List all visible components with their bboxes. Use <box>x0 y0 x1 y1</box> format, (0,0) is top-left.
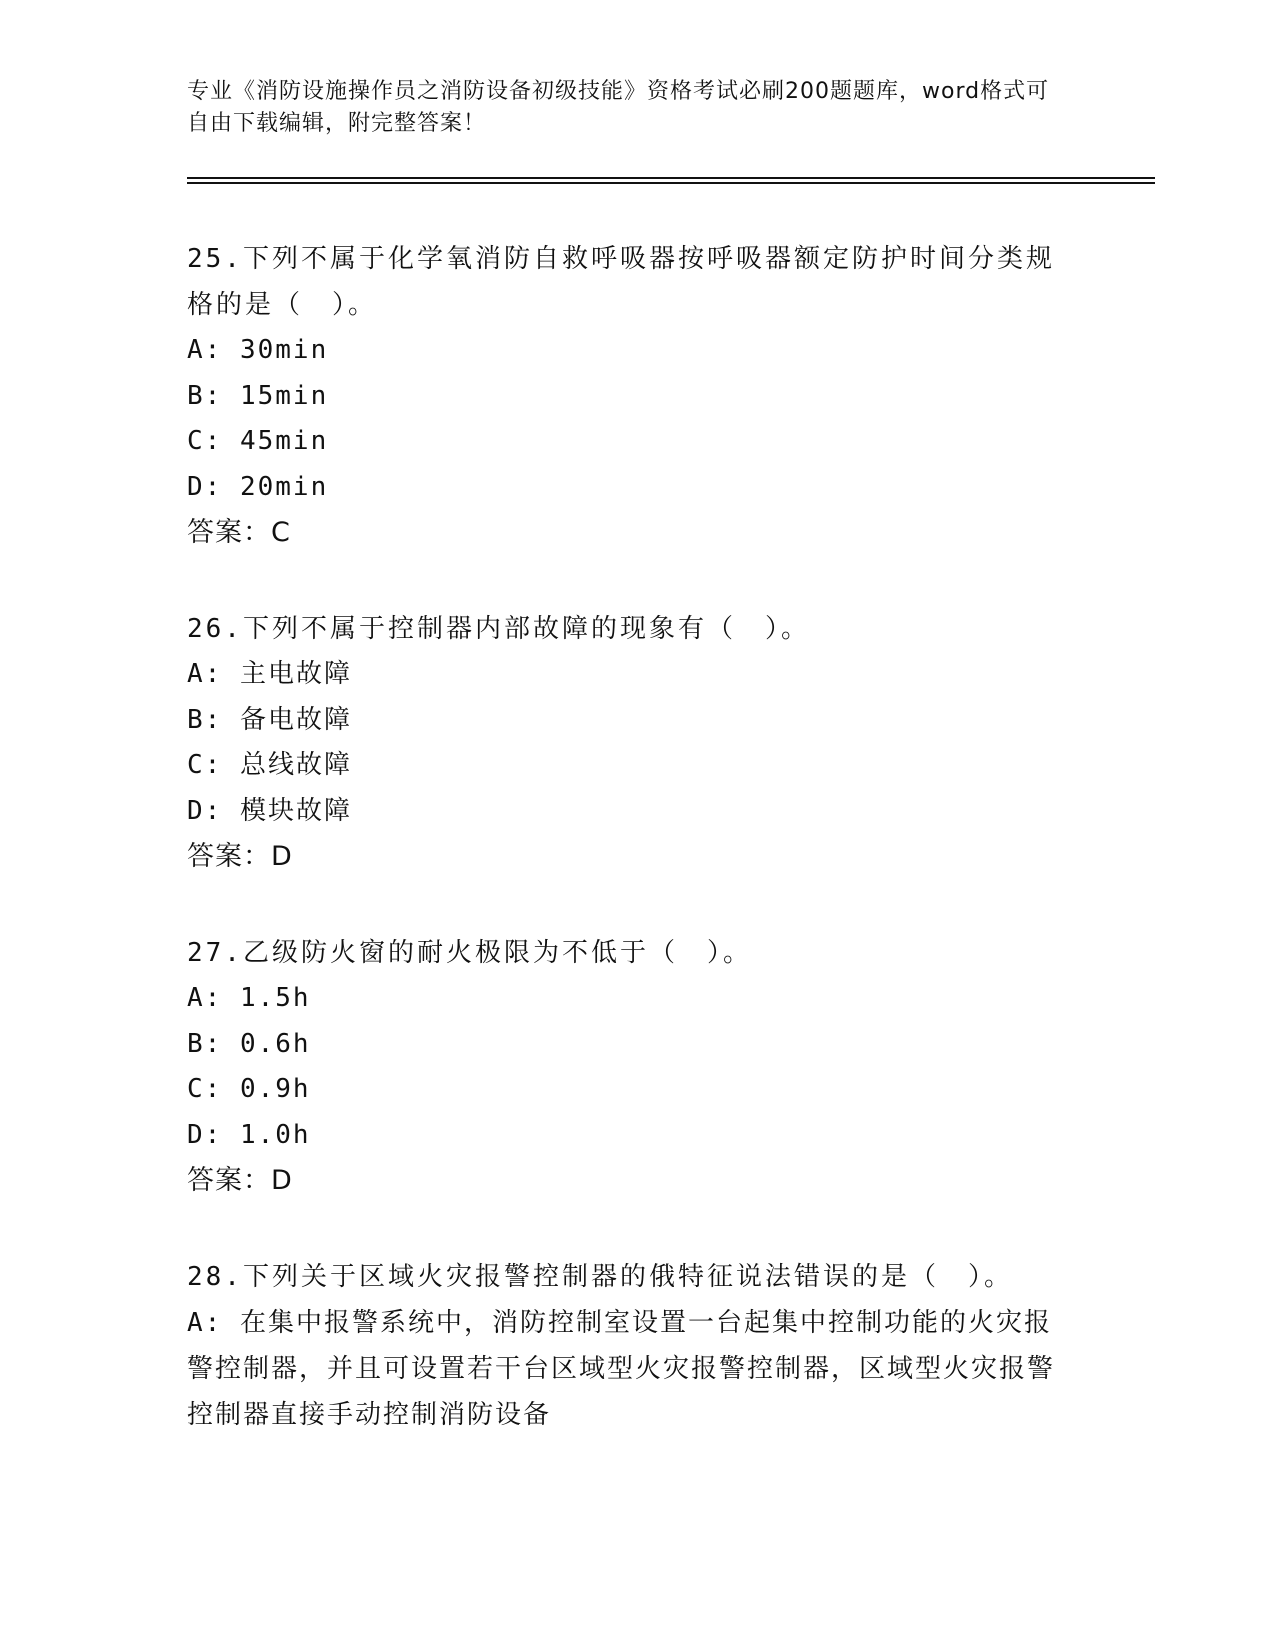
header-divider-bottom <box>187 182 1155 184</box>
answer: 答案：D <box>187 1165 293 1196</box>
question-text: 26.下列不属于控制器内部故障的现象有（ ）。 <box>187 614 810 644</box>
answer: 答案：C <box>187 517 291 548</box>
option-a: A: 1.5h <box>187 983 311 1013</box>
option-d: D: 1.0h <box>187 1119 311 1150</box>
option-a: A: 主电故障 <box>187 659 352 689</box>
option-c: C: 总线故障 <box>187 750 352 780</box>
question-text: 28.下列关于区域火灾报警控制器的俄特征说法错误的是（ ）。 <box>187 1262 1013 1292</box>
option-d: D: 模块故障 <box>187 795 352 826</box>
option-d: D: 20min <box>187 471 329 502</box>
document-header: 专业《消防设施操作员之消防设备初级技能》资格考试必刷200题题库，word格式可自由下载编辑，附完整答案！ <box>187 79 1050 136</box>
option-a: A: 30min <box>187 335 329 365</box>
option-b: B: 0.6h <box>187 1028 311 1059</box>
question-list <box>187 236 1087 1488</box>
option-a: A: 在集中报警系统中，消防控制室设置一台起集中控制功能的火灾报警控制器，并且可设置若干台区域型火灾报警控制器，区域型火灾报警控制器直接手动控制消防设备 <box>187 1308 1056 1430</box>
question-text: 25.下列不属于化学氧消防自救呼吸器按呼吸器额定防护时间分类规格的是（ ）。 <box>187 244 1055 320</box>
question-text: 27.乙级防火窗的耐火极限为不低于（ ）。 <box>187 938 752 968</box>
question-27 <box>187 930 1087 1204</box>
question-25 <box>187 236 1087 556</box>
option-b: B: 15min <box>187 380 329 411</box>
option-c: C: 0.9h <box>187 1074 311 1104</box>
question-28 <box>187 1254 1087 1438</box>
question-26 <box>187 606 1087 880</box>
header-divider-top <box>187 177 1155 179</box>
option-c: C: 45min <box>187 426 329 456</box>
option-b: B: 备电故障 <box>187 704 352 735</box>
answer: 答案：D <box>187 841 293 872</box>
